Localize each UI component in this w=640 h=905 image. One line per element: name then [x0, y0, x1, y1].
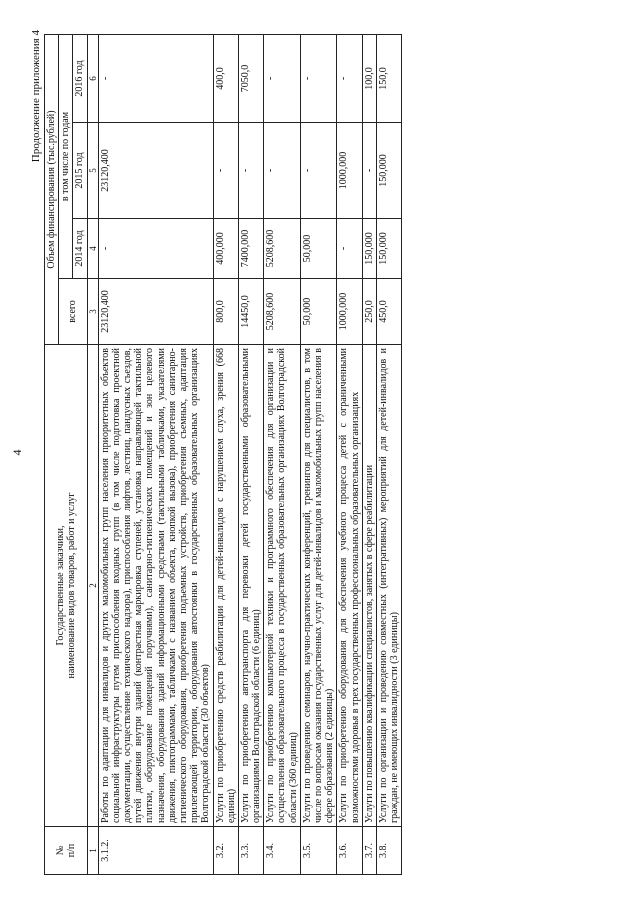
- row-2015: -: [213, 123, 238, 219]
- row-total: 50,000: [300, 279, 337, 345]
- row-2016: 150,0: [376, 34, 401, 122]
- row-2014: 50,000: [300, 219, 337, 279]
- row-number: 3.3.: [238, 827, 263, 875]
- row-number: 3.6.: [337, 827, 362, 875]
- index-cell: 3: [87, 279, 98, 345]
- row-total: 1000,000: [337, 279, 362, 345]
- row-total: 5208,600: [264, 279, 301, 345]
- header-name: Государственные заказчики, наименование видов товаров, работ и услуг: [45, 345, 88, 827]
- row-2016: 7050,0: [238, 34, 263, 122]
- row-2015: -: [238, 123, 263, 219]
- row-2015: -: [362, 123, 376, 219]
- header-2015: 2015 год: [73, 123, 87, 219]
- page-number: 4: [10, 449, 24, 456]
- table-row: [300, 34, 337, 874]
- row-2014: 5208,600: [264, 219, 301, 279]
- header-num: № п/п: [45, 827, 88, 875]
- row-2015: 150,000: [376, 123, 401, 219]
- index-cell: 4: [87, 219, 98, 279]
- header-2014: 2014 год: [73, 219, 87, 279]
- table-row: [362, 34, 376, 874]
- row-2015: -: [264, 123, 301, 219]
- table-row: [238, 34, 263, 874]
- row-2015: -: [300, 123, 337, 219]
- header-by-years: в том числе по годам: [59, 34, 73, 278]
- row-description: Услуги по приобретению компьютерной техники и программного обеспечения для организации и осуществления образовательного процесса в государственных образовательных организациях Волгоградской области (360 единиц): [264, 345, 301, 827]
- row-description: Услуги по приобретению автотранспорта для перевозки детей государственными образовательными организациями Волгоградской области (6 единиц): [238, 345, 263, 827]
- row-description: Услуги по повышению квалификации специалистов, занятых в сфере реабилитации: [362, 345, 376, 827]
- row-description: Услуги по приобретению оборудования для обеспечения учебного процесса детей с ограниченными возможностями здоровья в трех государственных профессиональных образовательных организациях: [337, 345, 362, 827]
- row-total: 23120,400: [98, 279, 213, 345]
- row-2016: -: [98, 34, 213, 122]
- header-2016: 2016 год: [73, 34, 87, 122]
- row-2016: -: [264, 34, 301, 122]
- header-funding: Объем финансирования (тыс.рублей): [45, 34, 59, 344]
- row-number: 3.8.: [376, 827, 401, 875]
- row-2014: -: [98, 219, 213, 279]
- row-description: Работы по адаптации для инвалидов и других маломобильных групп населения приоритетных объектов социальной инфраструктуры путем приспособления входных групп (в том числе подготовка проектной документации, осуществление технического надзора), приспособления лифтов, лестниц, пандусных съездов, путей движения внутри зданий (контрастная маркировка ступеней, установка направляющей тактильной плитки, оборудование помещений поручнями), санитарно-гигиенических помещений и зон целевого назначения, оборудования зданий информационными средствами (тактильными табличками, указателями движения, пиктограммами, табличками с названием объекта, кнопкой вызова), приобретения санитарно-гигиенического оборудования, приобретения подъемных устройств, приобретения съемных, адаптация прилегающей территории, оборудования автостоянки в государственных образовательных организациях Волгоградской области (30 объектов): [98, 345, 213, 827]
- index-cell: 5: [87, 123, 98, 219]
- index-cell: 6: [87, 34, 98, 122]
- index-cell: 2: [87, 345, 98, 827]
- row-2014: -: [337, 219, 362, 279]
- row-total: 250,0: [362, 279, 376, 345]
- row-description: Услуги по проведению семинаров, научно-практических конференций, тренингов для специалистов, в том числе по вопросам оказания государственных услуг для детей-инвалидов и маломобильных групп населения в сфере образования (2 единицы): [300, 345, 337, 827]
- row-number: 3.1.2.: [98, 827, 213, 875]
- index-cell: 1: [87, 827, 98, 875]
- row-2015: 23120,400: [98, 123, 213, 219]
- row-2016: 400,0: [213, 34, 238, 122]
- row-number: 3.2.: [213, 827, 238, 875]
- table-row: [213, 34, 238, 874]
- row-total: 14450,0: [238, 279, 263, 345]
- table-row: [264, 34, 301, 874]
- row-total: 450,0: [376, 279, 401, 345]
- row-2014: 400,000: [213, 219, 238, 279]
- row-2014: 7400,000: [238, 219, 263, 279]
- row-2016: -: [337, 34, 362, 122]
- table-row: [376, 34, 401, 874]
- header-total: всего: [59, 279, 87, 345]
- table-row: [98, 34, 213, 874]
- row-total: 800,0: [213, 279, 238, 345]
- row-2016: -: [300, 34, 337, 122]
- table-row: [337, 34, 362, 874]
- row-description: Услуги по организации и проведению совместных (интегративных) мероприятий для детей-инвалидов и граждан, не имеющих инвалидности (3 единицы): [376, 345, 401, 827]
- row-number: 3.7.: [362, 827, 376, 875]
- row-2016: 100,0: [362, 34, 376, 122]
- continuation-label: Продолжение приложения 4: [30, 30, 42, 163]
- funding-table: [44, 34, 402, 875]
- row-2015: 1000,000: [337, 123, 362, 219]
- row-number: 3.4.: [264, 827, 301, 875]
- row-2014: 150,000: [376, 219, 401, 279]
- row-number: 3.5.: [300, 827, 337, 875]
- index-row: [87, 34, 98, 874]
- row-2014: 150,000: [362, 219, 376, 279]
- row-description: Услуги по приобретению средств реабилитации для детей-инвалидов с нарушением слуха, зрения (668 единиц): [213, 345, 238, 827]
